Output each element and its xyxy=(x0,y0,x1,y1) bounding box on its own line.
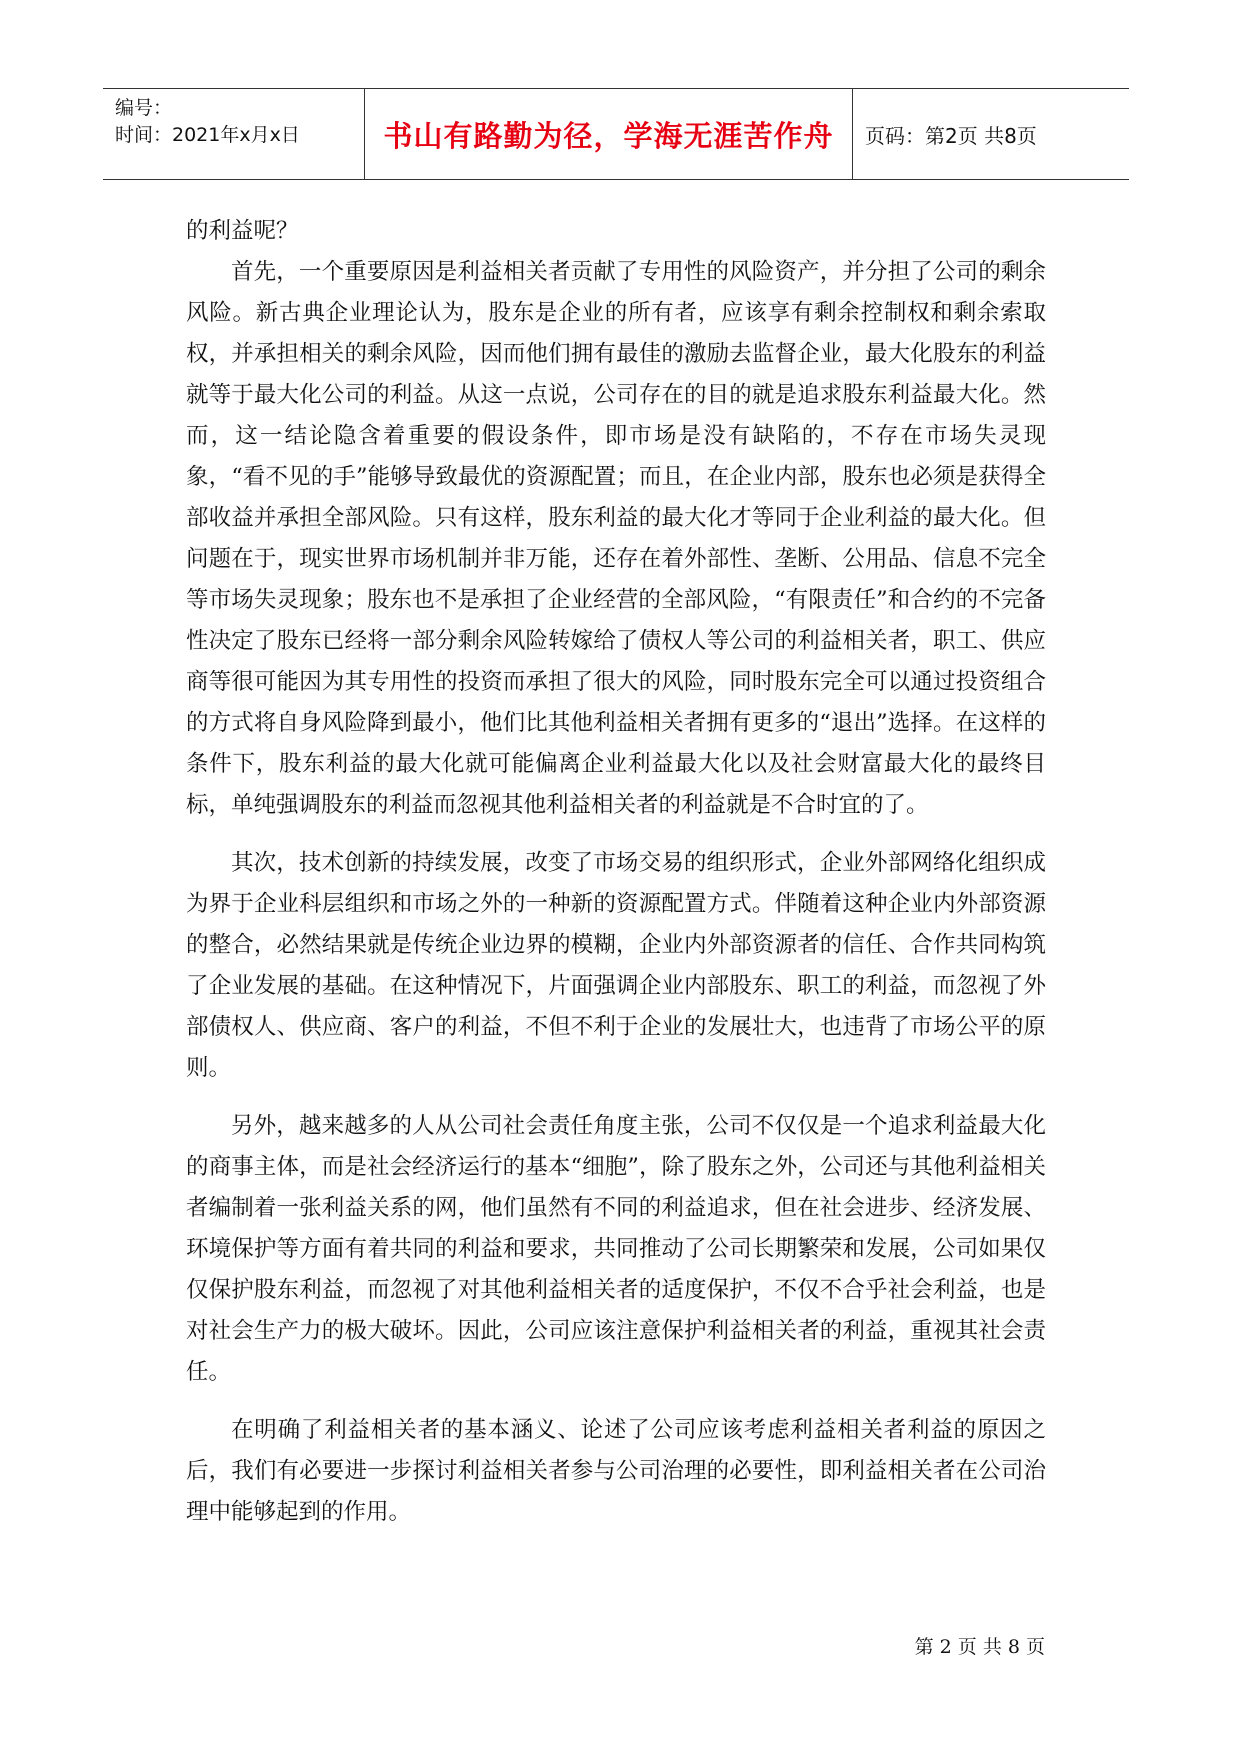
paragraph-social-responsibility: 另外，越来越多的人从公司社会责任角度主张，公司不仅仅是一个追求利益最大化的商事主体，而是社会经济运行的基本“细胞”，除了股东之外，公司还与其他利益相关者编制着一张利益关系的网，他们虽然有不同的利益追求，但在社会进步、经济发展、环境保护等方面有着共同的利益和要求，共同推动了公司长期繁荣和发展，公司如果仅仅保护股东利益，而忽视了对其他利益相关者的适度保护，不仅不合乎社会利益，也是对社会生产力的极大破坏。因此，公司应该注意保护利益相关者的利益，重视其社会责任。 xyxy=(186,1113,1046,1385)
header-page-number: 页码：第2页 共8页 xyxy=(865,123,1037,148)
paragraph-conclusion: 在明确了利益相关者的基本涵义、论述了公司应该考虑利益相关者利益的原因之后，我们有必要进一步探讨利益相关者参与公司治理的必要性，即利益相关者在公司治理中能够起到的作用。 xyxy=(186,1417,1046,1525)
document-time: 时间：2021年x月x日 xyxy=(115,124,300,146)
page-header xyxy=(103,88,1129,180)
document-body xyxy=(186,211,1046,1533)
page-footer: 第 2 页 共 8 页 xyxy=(914,1636,1045,1658)
header-motto: 书山有路勤为径，学海无涯苦作舟 xyxy=(365,89,853,179)
document-number: 编号： xyxy=(115,97,173,119)
paragraph-second-reason: 其次，技术创新的持续发展，改变了市场交易的组织形式，企业外部网络化组织成为界于企业科层组织和市场之外的一种新的资源配置方式。伴随着这种企业内外部资源的整合，必然结果就是传统企业边界的模糊，企业内外部资源者的信任、合作共同构筑了企业发展的基础。在这种情况下，片面强调企业内部股东、职工的利益，而忽视了外部债权人、供应商、客户的利益，不但不利于企业的发展壮大，也违背了市场公平的原则。 xyxy=(186,850,1046,1081)
paragraph-first-reason: 首先，一个重要原因是利益相关者贡献了专用性的风险资产，并分担了公司的剩余风险。新古典企业理论认为，股东是企业的所有者，应该享有剩余控制权和剩余索取权，并承担相关的剩余风险，因而他们拥有最佳的激励去监督企业，最大化股东的利益就等于最大化公司的利益。从这一点说，公司存在的目的就是追求股东利益最大化。然而，这一结论隐含着重要的假设条件，即市场是没有缺陷的，不存在市场失灵现象，“看不见的手”能够导致最优的资源配置；而且，在企业内部，股东也必须是获得全部收益并承担全部风险。只有这样，股东利益的最大化才等同于企业利益的最大化。但问题在于，现实世界市场机制并非万能，还存在着外部性、垄断、公用品、信息不完全等市场失灵现象；股东也不是承担了企业经营的全部风险，“有限责任”和合约的不完备性决定了股东已经将一部分剩余风险转嫁给了债权人等公司的利益相关者，职工、供应商等很可能因为其专用性的投资而承担了很大的风险，同时股东完全可以通过投资组合的方式将自身风险降到最小，他们比其他利益相关者拥有更多的“退出”选择。在这样的条件下，股东利益的最大化就可能偏离企业利益最大化以及社会财富最大化的最终目标，单纯强调股东的利益而忽视其他利益相关者的利益就是不合时宜的了。 xyxy=(186,259,1046,818)
paragraph-continuation: 的利益呢？ xyxy=(186,218,299,244)
header-meta xyxy=(103,89,365,179)
